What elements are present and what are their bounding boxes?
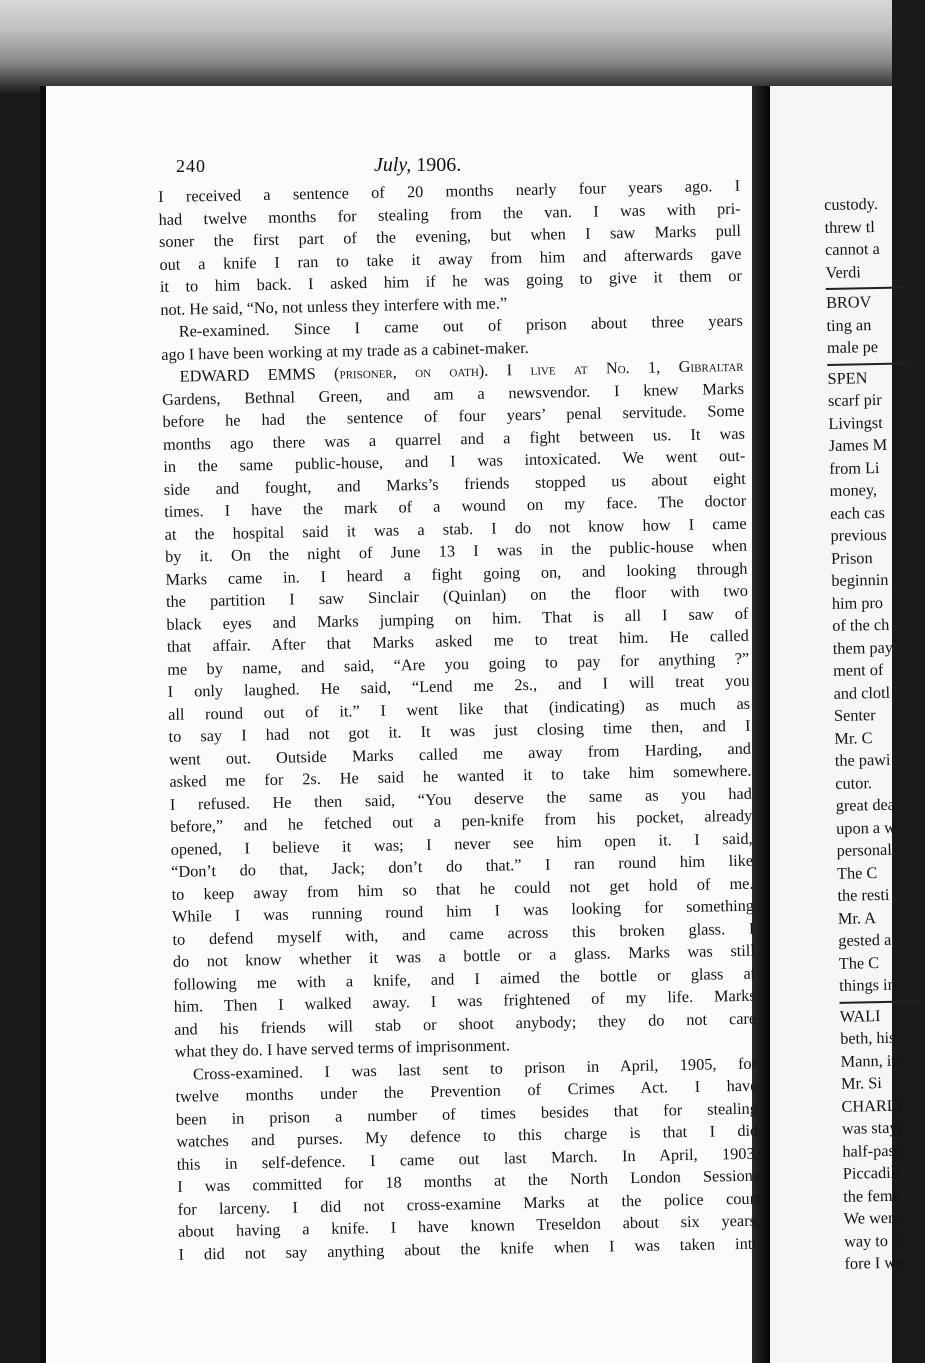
right-line: fore I we: [844, 1252, 904, 1273]
right-line: previous: [830, 524, 887, 545]
text-line: do not know whether it was a bottle or a glass. Marks was still: [172, 940, 755, 971]
right-line: half-past: [842, 1140, 900, 1161]
text-line: to defend myself with, and came across this broken glass. I: [172, 918, 755, 949]
text-line: Gardens, Bethnal Green, and am a newsvendor. I knew Marks: [161, 378, 745, 409]
right-line: Mr. A: [837, 907, 877, 928]
right-line: Mr. C: [834, 727, 873, 748]
right-line: ting an: [826, 314, 872, 335]
text-line: that affair. After that Marks asked me to treat him. He called: [166, 625, 749, 656]
text-line: months ago there was a quarrel and a fight between us. It was: [162, 423, 746, 454]
right-line: BROV: [825, 292, 872, 312]
text-line: not. He said, “No, not unless they interfere with me.”: [160, 292, 508, 319]
right-line: Mann, in: [840, 1050, 900, 1071]
right-line: scarf pir: [827, 389, 882, 410]
right-page: [770, 86, 904, 1363]
text-line: I received a sentence of 20 months nearly four years ago. I: [158, 175, 741, 206]
text-line: Re-examined. Since I came out of prison about three years: [178, 310, 743, 341]
right-line: cutor.: [835, 772, 873, 793]
right-line: SPEN: [827, 367, 868, 388]
right-line: James M: [828, 434, 888, 455]
right-line: way to B: [843, 1230, 904, 1251]
right-line: Piccadill: [842, 1162, 900, 1183]
text-line: times. I have the mark of a wound on my face. The doctor: [164, 490, 747, 521]
right-line: ment of: [832, 659, 884, 680]
right-line: beginnin: [831, 569, 889, 590]
text-line: before,” and he fetched out a pen-knife from his pocket, already: [170, 805, 753, 836]
right-line: beth, his: [840, 1027, 896, 1048]
text-line: me by name, and said, “Are you going to pay for anything ?”: [167, 648, 750, 679]
right-line: Mr. Si: [840, 1073, 882, 1093]
right-line: CHARLI: [841, 1095, 903, 1116]
text-line: for larceny. I did not cross-examine Marks at the police court: [177, 1188, 760, 1219]
text-line: asked me for 2s. He said he wanted it to take him somewhere.: [169, 760, 752, 791]
text-line: While I was running round him I was looking for something: [171, 895, 755, 926]
right-line: him pro: [831, 592, 884, 613]
section-rule: [840, 1000, 920, 1004]
right-line: the resti: [837, 884, 890, 905]
right-line: personal: [836, 839, 892, 860]
text-line: following me with a knife, and I aimed the bottle or glass at: [173, 963, 756, 994]
right-line: was stayi: [841, 1117, 903, 1138]
right-line: the fema: [843, 1185, 900, 1206]
right-line: The C: [836, 862, 878, 883]
right-line: great dea: [835, 794, 896, 815]
text-line: I refused. He then said, “You deserve the same as you had: [169, 783, 752, 814]
text-line: watches and purses. My defence to this charge is that I did: [176, 1120, 759, 1151]
text-line: and his friends will stab or shoot anybody; they do not care: [174, 1008, 757, 1039]
right-line: each cas: [829, 502, 885, 523]
text-line: I was committed for 18 months at the North London Sessions: [177, 1165, 760, 1196]
text-line: the partition I saw Sinclair (Quinlan) on the floor with two: [165, 580, 749, 611]
running-head-year: 1906.: [416, 154, 462, 176]
text-line: had twelve months for stealing from the van. I was with pri-: [158, 198, 741, 229]
scan-top-edge: [0, 0, 892, 95]
right-line: The C: [838, 952, 880, 973]
right-line: of the ch: [832, 614, 890, 635]
right-line: Verdi: [825, 261, 861, 282]
text-line: been in prison a number of times besides that for stealing: [175, 1098, 758, 1129]
right-line: Prison: [830, 547, 873, 568]
right-page-text: [824, 192, 925, 1275]
text-line: black eyes and Marks jumping on him. That is all I saw of: [166, 603, 749, 634]
section-rule: [827, 362, 907, 366]
text-line: EDWARD EMMS (prisoner, on oath). I live at No. 1, Gibraltar: [179, 355, 744, 386]
text-line: soner the first part of the evening, but when I saw Marks pull: [158, 220, 742, 251]
right-line: WALI: [839, 1005, 881, 1026]
text-line: out a knife I ran to take it away from him and afterwards gave: [159, 243, 742, 274]
right-line: the pawi: [834, 749, 891, 770]
right-line: gested a: [838, 929, 892, 950]
right-line: Senter: [833, 705, 876, 725]
section-rule: [826, 286, 906, 290]
page-number: 240: [176, 156, 206, 176]
text-line: in the same public-house, and I was intoxicated. We went out-: [163, 445, 746, 476]
text-line: by it. On the night of June 13 I was in the public-house when: [164, 535, 748, 566]
text-line: this in self-defence. I came out last March. In April, 1903,: [176, 1143, 759, 1174]
text-line: about having a knife. I have known Treseldon about six years.: [177, 1210, 761, 1241]
right-line: Livingst: [828, 412, 883, 433]
text-line: opened, I believe it was; I never see him open it. I said,: [170, 828, 753, 859]
text-line: to keep away from him so that he could not get hold of me.: [171, 873, 754, 904]
right-line: custody.: [824, 193, 879, 214]
right-line: them pay: [832, 637, 894, 658]
running-head: [374, 154, 461, 177]
right-line: threw tl: [824, 216, 875, 237]
text-line: I only laughed. He said, “Lend me 2s., and I will treat you: [167, 670, 750, 701]
right-line: cannot a: [824, 238, 880, 259]
text-line: “Don’t do that, Jack; don’t do that.” I ran round him like: [170, 850, 754, 881]
text-line: at the hospital said it was a stab. I do not know how I came: [164, 513, 747, 544]
text-line: twelve months under the Prevention of Crimes Act. I have: [175, 1075, 758, 1106]
text-line: I did not say anything about the knife when I was taken into: [178, 1233, 761, 1264]
text-line: ago I have been working at my trade as a cabinet-maker.: [161, 337, 529, 364]
right-line: money,: [829, 480, 878, 500]
text-line: all round out of it.” I went like that (indicating) as much as: [167, 693, 751, 724]
right-line: upon a w: [835, 817, 897, 838]
text-line: went out. Outside Marks called me away from Harding, and: [168, 738, 752, 769]
text-line: Marks came in. I heard a fight going on, and looking through: [165, 558, 748, 589]
right-line: We went: [843, 1207, 901, 1228]
text-line: what they do. I have served terms of imprisonment.: [174, 1035, 511, 1061]
text-line: him. Then I walked away. I was frightened of my life. Marks: [173, 985, 756, 1016]
text-line: to say I had not got it. It was just closing time then, and I: [168, 715, 751, 746]
right-line: from Li: [829, 457, 880, 478]
text-line: it to him back. I asked him if he was going to give it them or: [159, 265, 743, 296]
right-line: male pe: [826, 336, 879, 357]
text-line: before he had the sentence of four years’ penal servitude. Some: [162, 400, 745, 431]
right-line: things in: [839, 974, 896, 995]
running-head-month: July,: [374, 154, 412, 176]
text-line: Cross-examined. I was last sent to prison in April, 1905, for: [192, 1053, 758, 1083]
page-body: [158, 175, 761, 1266]
right-line: and clotl: [833, 682, 891, 703]
text-line: side and fought, and Marks’s friends stopped us about eight: [163, 468, 746, 499]
